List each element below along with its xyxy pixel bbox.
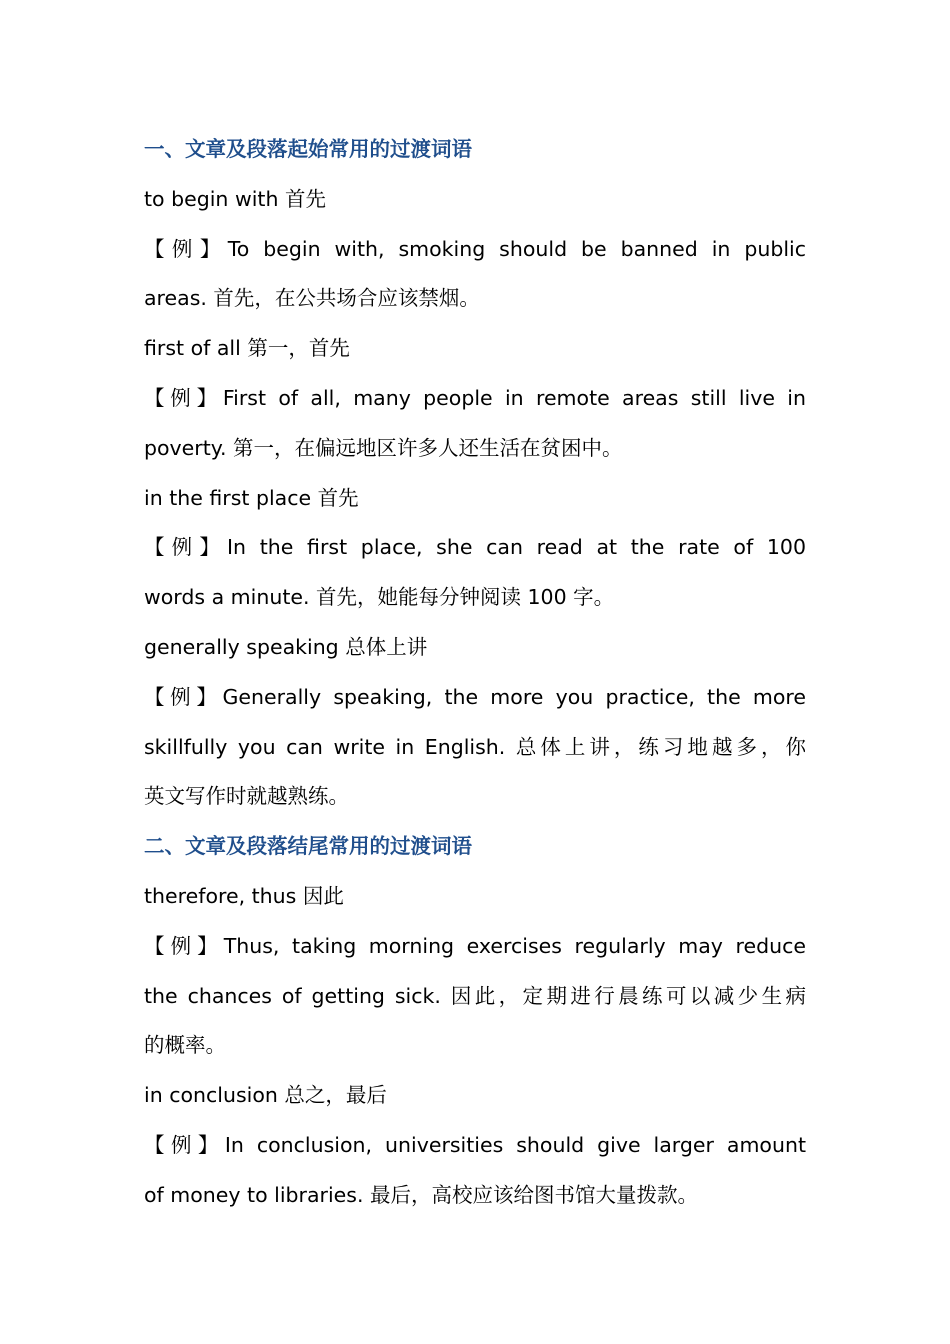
example-line: 【例】First of all, many people in remote areas still live in <box>144 385 806 410</box>
example-line: 【例】In the first place, she can read at the rate of 100 <box>144 535 806 560</box>
example-line: areas. 首先，在公共场合应该禁烟。 <box>144 286 480 311</box>
example-line: 【例】Generally speaking, the more you practice, the more <box>144 684 806 709</box>
example-line: words a minute. 首先，她能每分钟阅读 100 字。 <box>144 585 615 610</box>
example-line: 的概率。 <box>144 1033 226 1058</box>
term-therefore-thus: therefore, thus 因此 <box>144 883 344 908</box>
term-to-begin-with: to begin with 首先 <box>144 186 326 211</box>
section-heading-2: 二、文章及段落结尾常用的过渡词语 <box>144 834 472 859</box>
term-generally-speaking: generally speaking 总体上讲 <box>144 634 428 659</box>
term-first-of-all: first of all 第一，首先 <box>144 336 350 361</box>
example-line: 【例】To begin with, smoking should be banned in public <box>144 236 806 261</box>
example-line: of money to libraries. 最后，高校应该给图书馆大量拨款。 <box>144 1182 698 1207</box>
section-heading-1: 一、文章及段落起始常用的过渡词语 <box>144 137 472 161</box>
document-page <box>144 125 806 1221</box>
example-line: 英文写作时就越熟练。 <box>144 784 349 809</box>
example-line: 【例】In conclusion, universities should give larger amount <box>144 1132 806 1157</box>
example-line: 【例】Thus, taking morning exercises regularly may reduce <box>144 933 806 958</box>
example-line: poverty. 第一，在偏远地区许多人还生活在贫困中。 <box>144 435 623 460</box>
term-in-the-first-place: in the first place 首先 <box>144 485 359 510</box>
example-line: the chances of getting sick. 因此，定期进行晨练可以减少生病 <box>144 983 806 1008</box>
example-line: skillfully you can write in English. 总体上讲，练习地越多，你 <box>144 734 806 759</box>
term-in-conclusion: in conclusion 总之，最后 <box>144 1083 387 1108</box>
